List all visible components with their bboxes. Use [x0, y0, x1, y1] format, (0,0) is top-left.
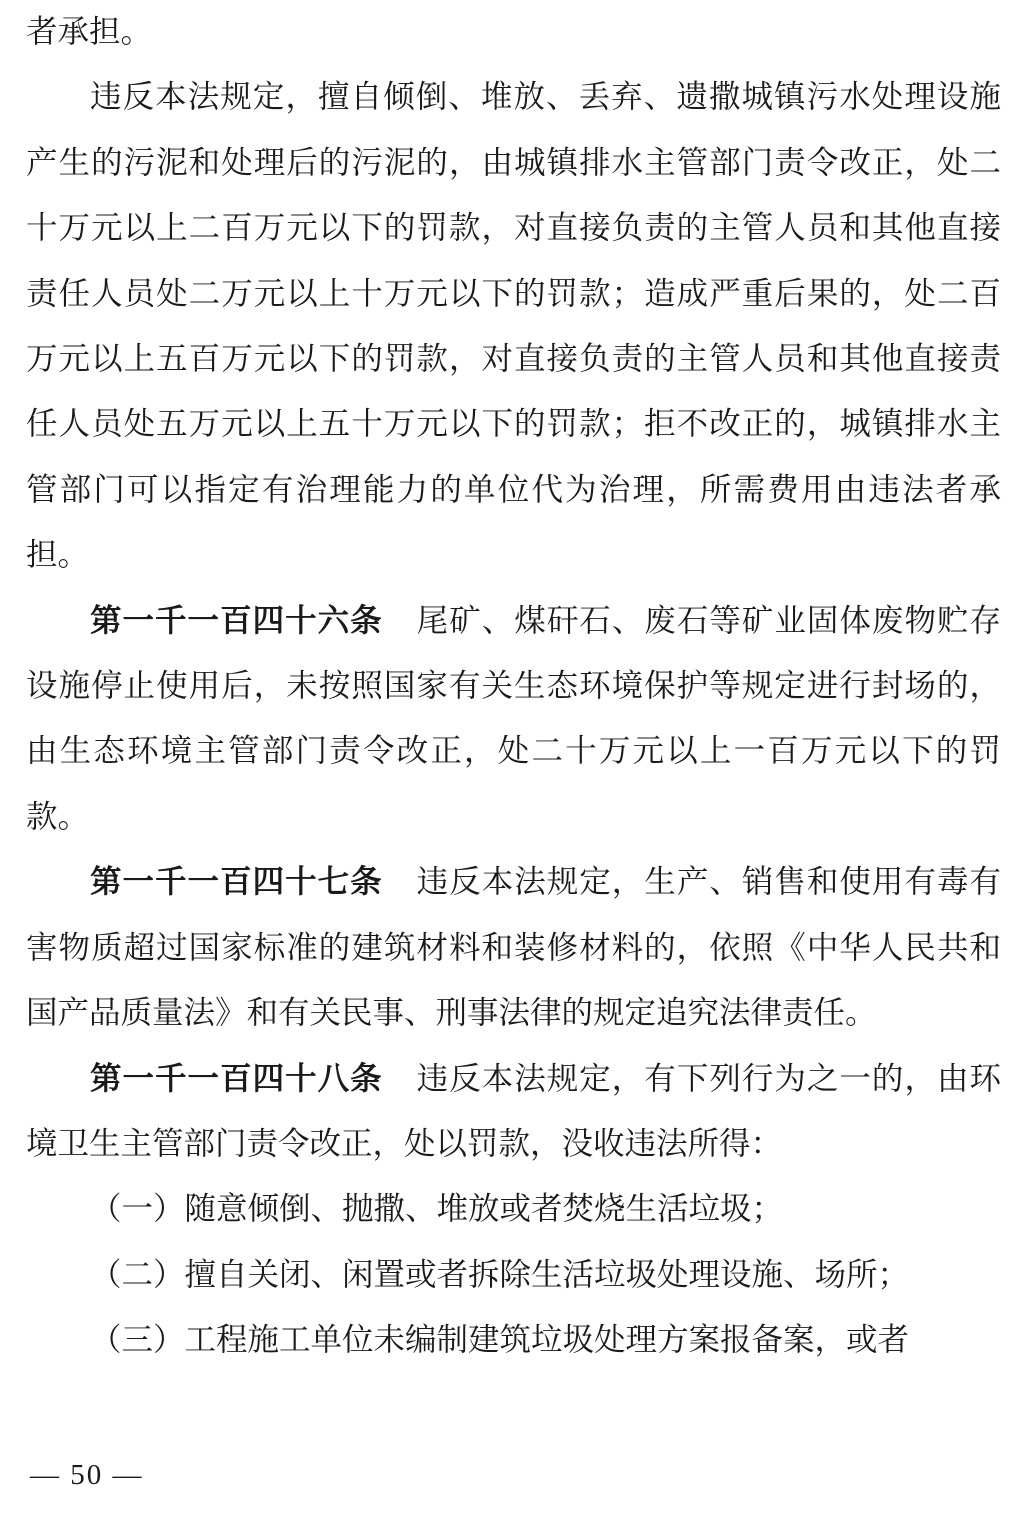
- page-number: — 50 —: [30, 1459, 144, 1491]
- paragraph: [26, 65, 1001, 588]
- article-1146: [26, 589, 1001, 851]
- article-1148: [26, 1047, 1001, 1178]
- list-item: [26, 1177, 1001, 1242]
- list-item: [26, 1243, 1001, 1308]
- list-item: [26, 1308, 1001, 1373]
- paragraph-text: 者承担。: [26, 14, 153, 50]
- paragraph-text: （一）随意倾倒、抛撒、堆放或者焚烧生活垃圾；: [90, 1191, 784, 1228]
- paragraph-text: 违反本法规定，擅自倾倒、堆放、丢弃、遗撒城镇污水处理设施产生的污泥和处理后的污泥的，由城镇排水主管部门责令改正，处二十万元以上二百万元以下的罚款，对直接负责的主管人员和其他直接责任人员处二万元以上十万元以下的罚款；造成严重后果的，处二百万元以上五百万元以下的罚款，对直接负责的主管人员和其他直接责任人员处五万元以上五十万元以下的罚款；拒不改正的，城镇排水主管部门可以指定有治理能力的单位代为治理，所需费用由违法者承担。: [26, 79, 1001, 574]
- article-heading: 第一千一百四十七条: [90, 864, 383, 901]
- paragraph-text: 违反本法规定，生产、销售和使用有毒有害物质超过国家标准的建筑材料和装修材料的，依照《中华人民共和国产品质量法》和有关民事、刑事法律的规定追究法律责任。: [26, 864, 1001, 1032]
- paragraph-text: （三）工程施工单位未编制建筑垃圾处理方案报备案，或者: [90, 1322, 910, 1359]
- body-text: [26, 0, 1001, 1374]
- article-heading: 第一千一百四十八条: [90, 1060, 383, 1097]
- paragraph-text: （二）擅自关闭、闲置或者拆除生活垃圾处理设施、场所；: [90, 1256, 910, 1293]
- article-heading: 第一千一百四十六条: [90, 602, 383, 639]
- article-1147: [26, 850, 1001, 1046]
- paragraph-text: 尾矿、煤矸石、废石等矿业固体废物贮存设施停止使用后，未按照国家有关生态环境保护等规定进行封场的，由生态环境主管部门责令改正，处二十万元以上一百万元以下的罚款。: [26, 602, 1001, 835]
- paragraph-text: 违反本法规定，有下列行为之一的，由环境卫生主管部门责令改正，处以罚款，没收违法所得：: [26, 1060, 1001, 1162]
- paragraph: [26, 0, 1001, 65]
